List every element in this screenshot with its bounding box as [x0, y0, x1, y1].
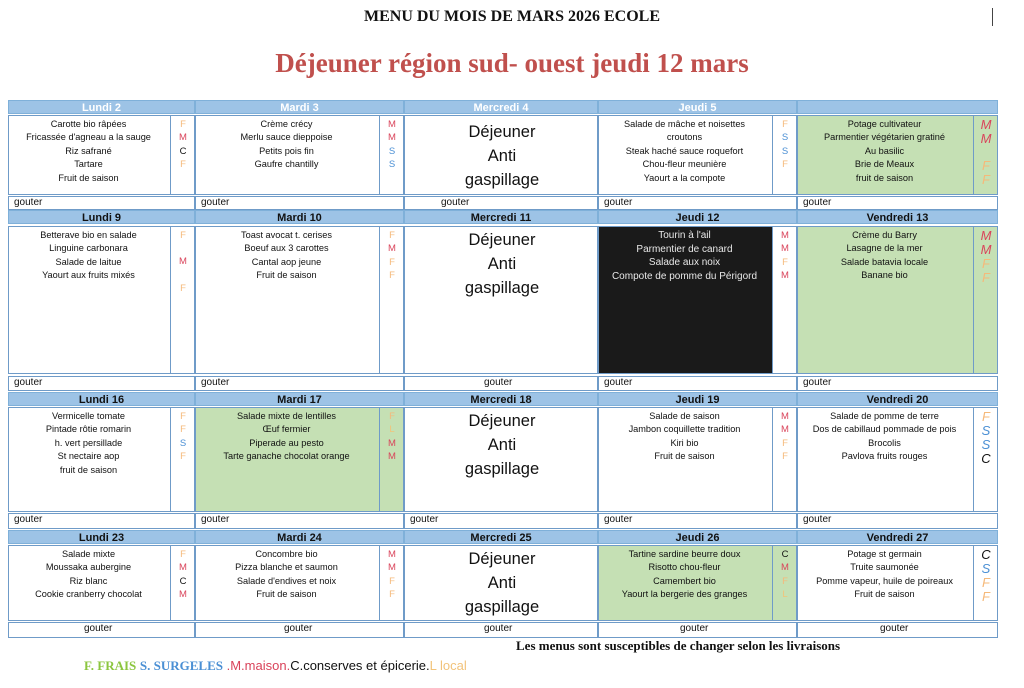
origin-code: S	[981, 423, 991, 438]
menu-item: Parmentier de canard	[636, 243, 733, 255]
day-header: Lundi 16	[8, 392, 195, 406]
day-cell	[195, 407, 404, 512]
menu-item: Carotte bio râpées	[50, 119, 127, 129]
origin-codes	[171, 229, 195, 295]
day-header: Mardi 24	[195, 530, 404, 544]
day-header: Vendredi 27	[797, 530, 998, 544]
menu-item: Salade de laitue	[55, 256, 122, 267]
anti-waste-text	[405, 228, 599, 300]
day-cell	[195, 226, 404, 374]
origin-codes	[171, 118, 195, 185]
menu-item: Brocolis	[868, 437, 901, 448]
menu-items	[9, 118, 168, 185]
menu-item: Brie de Meaux	[854, 159, 915, 170]
menu-item: Jambon coquillette tradition	[628, 424, 741, 435]
menu-items	[196, 548, 377, 602]
menu-items	[599, 410, 770, 464]
origin-code: F	[180, 230, 186, 241]
menu-item: St nectaire aop	[57, 451, 120, 462]
legend	[84, 658, 467, 674]
anti-waste-line: Déjeuner	[468, 412, 536, 430]
day-header: Jeudi 5	[598, 100, 797, 114]
anti-waste-line: gaspillage	[464, 171, 540, 189]
origin-code: F	[782, 256, 788, 268]
origin-codes	[974, 548, 998, 604]
menu-items	[599, 548, 770, 602]
menu-item: Toast avocat t. cerises	[241, 230, 332, 240]
origin-code: M	[781, 424, 789, 436]
gouter-label: gouter	[14, 197, 43, 208]
day-header: Mercredi 11	[404, 210, 598, 224]
menu-item: Fruit de saison	[854, 589, 915, 600]
day-cell	[797, 407, 998, 512]
menu-item: Pizza blanche et saumon	[235, 562, 338, 573]
day-header: Mercredi 4	[404, 100, 598, 114]
day-cell	[404, 115, 598, 195]
menu-item: Boeuf aux 3 carottes	[244, 243, 329, 254]
origin-code: S	[388, 159, 396, 171]
menu-item: Petits pois fin	[259, 145, 314, 156]
origin-code: C	[179, 575, 187, 587]
menu-items	[9, 548, 168, 602]
gouter-label: gouter	[201, 377, 230, 388]
menu-item: Piperade au pesto	[249, 437, 324, 448]
origin-code: C	[781, 549, 789, 560]
origin-code: C	[981, 451, 991, 466]
origin-code: M	[388, 437, 396, 449]
day-cell	[8, 545, 195, 621]
origin-code: C	[981, 547, 991, 562]
origin-code: S	[781, 132, 789, 144]
menu-item: Pintade rôtie romarin	[45, 424, 132, 435]
gouter-label: gouter	[680, 623, 709, 634]
origin-code: F	[389, 589, 395, 601]
origin-code: F	[389, 575, 395, 587]
menu-item: Betterave bio en salade	[40, 230, 137, 240]
menu-item: Crème crécy	[260, 119, 313, 129]
menu-item: Tartine sardine beurre doux	[628, 549, 741, 559]
origin-code: F	[180, 119, 186, 130]
origin-code: L	[389, 424, 395, 436]
menu-item: h. vert persillade	[54, 437, 123, 448]
menu-item: Salade de pomme de terre	[830, 411, 939, 421]
gouter-label: gouter	[201, 197, 230, 208]
origin-code: F	[180, 411, 186, 422]
menu-items	[798, 118, 971, 185]
anti-waste-line: Anti	[487, 255, 517, 273]
day-cell	[195, 115, 404, 195]
menu-item: Salade de mâche et noisettes	[623, 119, 746, 129]
menu-item: Tarte ganache chocolat orange	[223, 451, 350, 462]
anti-waste-line: gaspillage	[464, 460, 540, 478]
menu-item: Dos de cabillaud pommade de pois	[812, 424, 957, 435]
gouter-strip	[404, 196, 598, 210]
gouter-label: gouter	[284, 623, 313, 634]
anti-waste-text	[405, 409, 599, 481]
origin-code: F	[982, 256, 990, 271]
menu-item: Merlu sauce dieppoise	[240, 132, 333, 143]
menu-item: Steak haché sauce roquefort	[625, 145, 744, 156]
origin-code: F	[180, 424, 186, 436]
origin-code: M	[781, 562, 789, 574]
menu-item: croutons	[666, 132, 703, 143]
day-cell	[195, 545, 404, 621]
menu-item: Potage st germain	[847, 549, 922, 559]
origin-code: F	[982, 158, 990, 173]
day-header: Jeudi 19	[598, 392, 797, 406]
gouter-label: gouter	[441, 197, 470, 208]
legend-conserves: C.conserves et épicerie.	[290, 658, 430, 673]
menu-item: Potage cultivateur	[847, 119, 922, 129]
menu-item: Yaourt a la compote	[643, 172, 726, 183]
origin-codes	[974, 229, 998, 285]
notice-text: Les menus sont susceptibles de changer selon les livraisons	[516, 638, 841, 653]
origin-code: F	[982, 409, 990, 424]
gouter-label: gouter	[880, 623, 909, 634]
menu-item: Salade batavia locale	[840, 256, 929, 267]
day-cell	[8, 226, 195, 374]
origin-code: F	[782, 437, 788, 449]
origin-code: M	[980, 131, 992, 146]
vertical-marker	[992, 8, 993, 26]
anti-waste-line: Anti	[487, 574, 517, 592]
menu-item: Yaourt la bergerie des granges	[621, 589, 748, 600]
origin-code: F	[389, 411, 395, 422]
origin-codes	[380, 118, 404, 172]
day-header: Mardi 3	[195, 100, 404, 114]
origin-codes	[773, 229, 797, 283]
origin-code	[773, 172, 797, 185]
gouter-label: gouter	[604, 377, 633, 388]
origin-code: F	[982, 589, 990, 604]
menu-item: Compote de pomme du Périgord	[611, 270, 758, 282]
menu-item: Pavlova fruits rouges	[841, 451, 928, 462]
origin-code: S	[981, 437, 991, 452]
origin-code: M	[388, 119, 396, 130]
origin-code: F	[982, 575, 990, 590]
menu-item: Yaourt aux fruits mixés	[42, 270, 135, 281]
menu-item: Cookie cranberry chocolat	[35, 589, 142, 600]
origin-code: M	[179, 562, 187, 574]
gouter-label: gouter	[803, 377, 832, 388]
anti-waste-line: Anti	[487, 436, 517, 454]
menu-subtitle: Déjeuner région sud- ouest jeudi 12 mars	[275, 48, 749, 78]
day-header: Lundi 23	[8, 530, 195, 544]
origin-code: F	[389, 256, 395, 268]
origin-code	[171, 464, 195, 477]
day-cell	[404, 226, 598, 374]
gouter-label: gouter	[604, 197, 633, 208]
menu-item: Pomme vapeur, huile de poireaux	[816, 575, 953, 586]
day-cell	[598, 115, 797, 195]
day-cell	[797, 545, 998, 621]
origin-code: M	[781, 270, 789, 282]
origin-code: M	[388, 549, 396, 560]
menu-item: Vermicelle tomate	[51, 411, 126, 421]
menu-item: Salade d'endives et noix	[236, 575, 337, 586]
origin-code: F	[180, 549, 186, 560]
day-cell	[404, 545, 598, 621]
gouter-label: gouter	[604, 514, 633, 525]
origin-codes	[773, 410, 797, 464]
gouter-label: gouter	[484, 377, 513, 388]
origin-code: M	[179, 589, 187, 601]
gouter-label: gouter	[410, 514, 439, 525]
day-header	[797, 100, 998, 114]
origin-code: F	[180, 451, 186, 463]
origin-code: M	[179, 132, 187, 144]
anti-waste-line: Déjeuner	[468, 123, 536, 141]
menu-item: Tourin à l'ail	[658, 230, 711, 241]
menu-item: Riz blanc	[69, 575, 108, 586]
legend-surgeles: S. SURGELES	[139, 658, 223, 673]
legend-maison: .M.maison.	[226, 658, 291, 673]
anti-waste-text	[405, 547, 599, 619]
day-cell	[797, 226, 998, 374]
day-header: Lundi 9	[8, 210, 195, 224]
day-cell	[797, 115, 998, 195]
menu-item: Salade aux noix	[648, 257, 721, 269]
origin-code: F	[180, 282, 186, 294]
origin-codes	[171, 410, 195, 477]
gouter-label: gouter	[14, 514, 43, 525]
menu-items	[798, 548, 971, 602]
origin-code: F	[782, 451, 788, 463]
menu-item: fruit de saison	[59, 464, 118, 475]
day-header: Mercredi 25	[404, 530, 598, 544]
origin-code: L	[782, 589, 788, 601]
menu-item: Au basilic	[864, 145, 905, 156]
origin-code: F	[782, 159, 788, 171]
anti-waste-line: Anti	[487, 147, 517, 165]
menu-item: Camembert bio	[653, 575, 716, 586]
menu-item: Gaufre chantilly	[254, 159, 319, 170]
origin-codes	[171, 548, 195, 602]
origin-code: F	[782, 575, 788, 587]
menu-items	[196, 118, 377, 172]
gouter-label: gouter	[803, 197, 832, 208]
origin-code	[171, 269, 195, 282]
origin-codes	[974, 410, 998, 466]
day-cell	[404, 407, 598, 512]
origin-codes	[773, 548, 797, 602]
gouter-label: gouter	[201, 514, 230, 525]
anti-waste-line: Déjeuner	[468, 231, 536, 249]
origin-codes	[773, 118, 797, 185]
origin-code: F	[782, 119, 788, 130]
origin-code: M	[781, 411, 789, 422]
menu-items	[599, 229, 770, 283]
menu-item: Riz safrané	[65, 145, 112, 156]
menu-items	[196, 229, 377, 283]
day-cell	[8, 407, 195, 512]
menu-item: Fricassée d'agneau a la sauge	[26, 132, 151, 143]
menu-item: Fruit de saison	[58, 172, 119, 183]
menu-item: Banane bio	[861, 270, 908, 281]
day-header: Jeudi 12	[598, 210, 797, 224]
origin-code: M	[388, 132, 396, 144]
gouter-label: gouter	[84, 623, 113, 634]
day-header: Jeudi 26	[598, 530, 797, 544]
day-cell	[8, 115, 195, 195]
origin-code: F	[982, 172, 990, 187]
menu-item: Salade mixte	[61, 549, 116, 559]
menu-item: Crème du Barry	[852, 230, 917, 240]
day-header: Lundi 2	[8, 100, 195, 114]
menu-item: Chou-fleur meunière	[642, 159, 727, 170]
origin-code	[171, 242, 195, 255]
menu-item: Œuf fermier	[262, 424, 311, 435]
gouter-label: gouter	[14, 377, 43, 388]
origin-code: M	[388, 243, 396, 255]
menu-item: Fruit de saison	[256, 589, 317, 600]
origin-codes	[380, 548, 404, 602]
origin-code: M	[179, 256, 187, 268]
origin-code	[171, 172, 195, 185]
day-header: Mardi 10	[195, 210, 404, 224]
menu-item: fruit de saison	[855, 172, 914, 183]
origin-code: C	[179, 145, 187, 157]
anti-waste-text	[405, 120, 599, 192]
menu-items	[798, 410, 971, 464]
anti-waste-line: gaspillage	[464, 598, 540, 616]
menu-item: Moussaka aubergine	[45, 562, 132, 573]
menu-item: Salade de saison	[649, 411, 720, 421]
menu-item: Tartare	[74, 159, 103, 170]
day-cell	[598, 407, 797, 512]
menu-item: Parmentier végétarien gratiné	[823, 132, 946, 143]
menu-item: Lasagne de la mer	[846, 243, 923, 254]
legend-local: L local	[429, 658, 467, 673]
menu-item: Kiri bio	[670, 437, 699, 448]
menu-items	[798, 229, 971, 283]
origin-codes	[380, 229, 404, 283]
day-header: Mercredi 18	[404, 392, 598, 406]
gouter-label: gouter	[803, 514, 832, 525]
origin-code: M	[980, 242, 992, 257]
origin-code: M	[388, 562, 396, 574]
origin-codes	[974, 118, 998, 187]
origin-code: M	[781, 230, 789, 241]
origin-code: M	[980, 117, 992, 132]
day-header: Vendredi 13	[797, 210, 998, 224]
menu-items	[9, 229, 168, 283]
menu-item: Risotto chou-fleur	[648, 562, 721, 573]
origin-code: F	[982, 270, 990, 285]
origin-code: S	[781, 145, 789, 157]
origin-code: M	[781, 243, 789, 255]
origin-code: F	[389, 230, 395, 241]
origin-code: F	[180, 159, 186, 171]
menu-items	[9, 410, 168, 477]
menu-item: Linguine carbonara	[49, 243, 128, 254]
menu-items	[196, 410, 377, 464]
menu-item: Concombre bio	[255, 549, 318, 559]
origin-code: S	[388, 145, 396, 157]
menu-item: Fruit de saison	[256, 270, 317, 281]
anti-waste-line: Déjeuner	[468, 550, 536, 568]
day-header: Vendredi 20	[797, 392, 998, 406]
anti-waste-line: gaspillage	[464, 279, 540, 297]
origin-codes	[380, 410, 404, 464]
gouter-label: gouter	[484, 623, 513, 634]
origin-code: S	[179, 437, 187, 449]
origin-code: F	[389, 270, 395, 282]
menu-item: Fruit de saison	[654, 451, 715, 462]
origin-code: M	[980, 228, 992, 243]
menu-title: MENU DU MOIS DE MARS 2026 ECOLE	[363, 8, 660, 25]
origin-code: M	[388, 451, 396, 463]
day-cell	[598, 226, 797, 374]
legend-frais: F. FRAIS	[84, 658, 137, 673]
origin-code: S	[981, 561, 991, 576]
day-cell	[598, 545, 797, 621]
day-header: Mardi 17	[195, 392, 404, 406]
menu-item: Salade mixte de lentilles	[236, 411, 337, 421]
menu-item: Truite saumonée	[850, 562, 919, 573]
menu-items	[599, 118, 770, 185]
menu-item: Cantal aop jeune	[251, 256, 322, 267]
